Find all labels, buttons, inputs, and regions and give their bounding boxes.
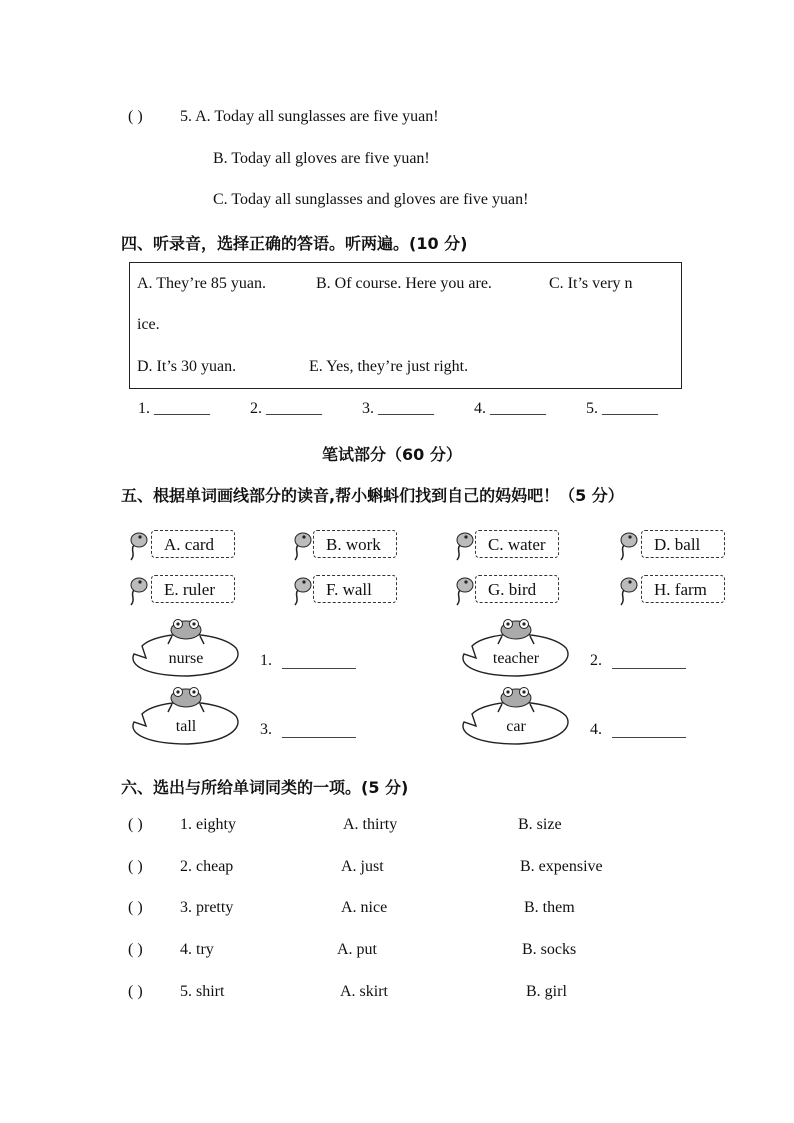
option-a: 5. A. Today all sunglasses are five yuan!: [180, 108, 439, 125]
tadpole-icon: [290, 575, 314, 607]
answer-4[interactable]: 4.: [590, 721, 686, 739]
tadpole-word-farm: H. farm: [641, 575, 725, 603]
answer-paren[interactable]: ( ): [128, 108, 143, 125]
question-3-5: [128, 108, 439, 126]
leaf-word-car: car: [506, 718, 526, 735]
option-a: A. nice: [341, 899, 388, 916]
option-a: A. thirty: [343, 816, 398, 833]
question-6-5: ( ) 5. shirt: [128, 983, 225, 1000]
option-b: B. them: [524, 899, 575, 916]
tadpole-word-work: B. work: [313, 530, 397, 558]
tadpole-word-ruler: E. ruler: [151, 575, 235, 603]
option-a: A. They’re 85 yuan.: [137, 275, 266, 292]
tadpole-icon: [452, 530, 476, 562]
answer-paren[interactable]: ( ): [128, 899, 143, 916]
option-b: B. Today all gloves are five yuan!: [213, 150, 430, 167]
section-6-title: 六、选出与所给单词同类的一项。(5 分): [121, 778, 409, 797]
section-4-title: 四、听录音，选择正确的答语。听两遍。(10 分): [121, 234, 468, 253]
option-a: A. skirt: [340, 983, 388, 1000]
question-6-1: ( ) 1. eighty: [128, 816, 236, 833]
tadpole-icon: [616, 530, 640, 562]
question-6-2: ( ) 2. cheap: [128, 858, 234, 875]
question-6-3: ( ) 3. pretty: [128, 899, 234, 916]
tadpole-word-wall: F. wall: [313, 575, 397, 603]
answer-blank-4[interactable]: 4. _______: [474, 400, 546, 417]
answer-1[interactable]: 1.: [260, 652, 356, 670]
leaf-word-teacher: teacher: [492, 650, 540, 667]
option-c-wrap: ice.: [137, 316, 160, 333]
tadpole-icon: [616, 575, 640, 607]
leaf-word-tall: tall: [175, 718, 197, 735]
option-b: B. girl: [526, 983, 567, 1000]
leaf-word-nurse: nurse: [168, 650, 204, 667]
option-b: B. size: [518, 816, 562, 833]
option-d: D. It’s 30 yuan.: [137, 358, 237, 375]
tadpole-word-water: C. water: [475, 530, 559, 558]
tadpole-icon: [452, 575, 476, 607]
tadpole-icon: [126, 575, 150, 607]
option-c: C. Today all sunglasses and gloves are five yuan!: [213, 191, 529, 208]
answer-blank-5[interactable]: 5. _______: [586, 400, 658, 417]
answer-blank-2[interactable]: 2. _______: [250, 400, 322, 417]
answer-paren[interactable]: ( ): [128, 816, 143, 833]
answer-paren[interactable]: ( ): [128, 941, 143, 958]
option-b: B. socks: [522, 941, 577, 958]
tadpole-word-ball: D. ball: [641, 530, 725, 558]
answer-3[interactable]: 3.: [260, 721, 356, 739]
option-c: C. It’s very n: [549, 275, 633, 292]
answer-paren[interactable]: ( ): [128, 858, 143, 875]
option-a: A. just: [341, 858, 384, 875]
answer-blank-3[interactable]: 3. _______: [362, 400, 434, 417]
section-5-title: 五、根据单词画线部分的读音,帮小蝌蚪们找到自己的妈妈吧！（5 分）: [121, 486, 624, 505]
answer-2[interactable]: 2.: [590, 652, 686, 670]
option-e: E. Yes, they’re just right.: [309, 358, 469, 375]
option-a: A. put: [337, 941, 377, 958]
tadpole-icon: [290, 530, 314, 562]
tadpole-word-card: A. card: [151, 530, 235, 558]
option-b: B. Of course. Here you are.: [316, 275, 492, 292]
option-b: B. expensive: [520, 858, 603, 875]
tadpole-word-bird: G. bird: [475, 575, 559, 603]
answer-blank-1[interactable]: 1. _______: [138, 400, 210, 417]
question-6-4: ( ) 4. try: [128, 941, 214, 958]
tadpole-icon: [126, 530, 150, 562]
written-part-title: 笔试部分（60 分）: [322, 445, 462, 464]
answer-paren[interactable]: ( ): [128, 983, 143, 1000]
